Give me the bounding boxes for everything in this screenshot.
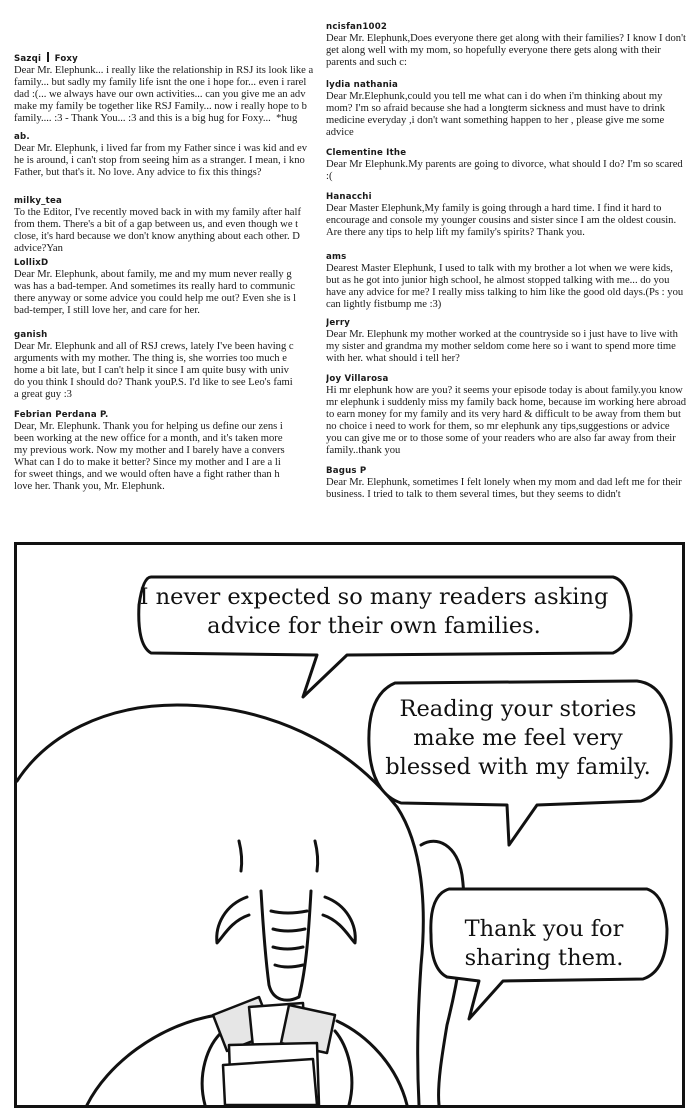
letter-item xyxy=(326,466,688,501)
letter-body: Dear Mr. Elephunk, sometimes I felt lonely when my mom and dad left me for their business. I tried to talk to them several times, but they seems to didn't xyxy=(326,477,685,500)
elephant-head-outline xyxy=(17,705,423,1105)
elephant-left-tusk xyxy=(217,897,249,943)
speech-bubble-3-text: Thank you for sharing them. xyxy=(464,916,624,971)
letter-item xyxy=(326,252,688,311)
letter-item xyxy=(326,374,688,457)
letter-author: ams xyxy=(326,252,347,262)
letter-item xyxy=(14,132,318,179)
letter-body: Dear Mr. Elephunk... i really like the relationship in RSJ its look like a family... but sadly my family life isnt the one i hope for... even i rarel dad :(... we always have our own activities... can you give me an adv make my family be together like RSJ Family... now i really hope to b family.... :3 - Thank You... :3 and this is a big hug for Foxy... *hug xyxy=(14,65,314,124)
letter-author: Hanacchi xyxy=(326,192,372,202)
letter-author: ganish xyxy=(14,330,48,340)
reader-letters-collage xyxy=(0,0,700,520)
letter-item xyxy=(14,330,318,401)
letter-body: Dearest Master Elephunk, I used to talk with my brother a lot when we were kids, but as he got into junior high school, he almost stopped talking with me... do you have any advice for me? I really miss talking to him like the good old days.(Ps : you can lightly fistbump me :3) xyxy=(326,263,686,310)
letter-author: Febrian Perdana P. xyxy=(14,410,109,420)
letter-body: Dear Mr. Elephunk, about family, me and my mum never really g was has a bad-temper. And sometimes its really hard to communic there anyway or some advice you could help me out? Even she is l bad-temper, I still love her, and care for her. xyxy=(14,269,297,316)
speech-bubble-1-text: I never expected so many readers asking advice for their own families. xyxy=(139,584,609,639)
letter-body: Dear Master Elephunk,My family is going through a hard time. I find it hard to encourage and console my younger cousins and sister since I am the oldest cousin. Are there any tips to help lift my family's spirits? Thank you. xyxy=(326,203,679,238)
elephant-right-tusk xyxy=(323,897,355,943)
author-separator xyxy=(47,52,49,62)
elephant-right-arm xyxy=(337,1021,407,1105)
elephant-right-eye xyxy=(315,841,318,871)
letter-body: Dear Mr. Elephunk my mother worked at the countryside so i just have to live with my sister and grandma my mother seldom come here so i want to spend more time with her. what should i tell her? xyxy=(326,329,681,364)
letter-author: Clementine Ithe xyxy=(326,148,407,158)
speech-bubble-2-text: Reading your stories make me feel very blessed with my family. xyxy=(385,696,651,780)
letters-stack xyxy=(213,997,335,1105)
letter-item xyxy=(14,258,318,317)
letter-author: Jerry xyxy=(326,318,351,328)
letter-body: Dear, Mr. Elephunk. Thank you for helping us define our zens i been working at the new office for a month, and it's taken more my previous work. Now my mother and I barely have a convers What can I do to make it better? Since my mother and I are a li for sweet things, and we would often have a fight rather than h love her. Thank you, Mr. Elephunk. xyxy=(14,421,285,492)
letter-author: Joy Villarosa xyxy=(326,374,389,384)
letters-column-right xyxy=(326,0,692,520)
letter-body: To the Editor, I've recently moved back in with my family after half from them. There's a bit of a gap between us, and even though we t close, it's hard because we don't know anything about each other. D advice?Yan xyxy=(14,207,301,254)
letter-author: milky_tea xyxy=(14,196,62,206)
letter-author: LollixD xyxy=(14,258,49,268)
elephant-left-hand xyxy=(202,1031,223,1105)
letter-author: lydia nathania xyxy=(326,80,399,90)
letter-item xyxy=(326,80,688,139)
letter-item xyxy=(14,196,318,255)
comic-panel xyxy=(14,542,685,1108)
letter-author: ab. xyxy=(14,132,30,142)
letter-body: Dear Mr Elephunk.My parents are going to divorce, what should I do? I'm so scared :( xyxy=(326,159,686,182)
letter-item xyxy=(326,148,688,183)
elephant-right-hand xyxy=(335,1031,352,1105)
letter-item xyxy=(14,410,318,493)
letter-body: Dear Mr. Elephunk,Does everyone there get along with their families? I know I don't get along well with my mom, so hopefully everyone there gets along with their parents and such c: xyxy=(326,33,689,68)
letter-body: Hi mr elephunk how are you? it seems your episode today is about family.you know mr elephunk i suddenly miss my family back home, because im working here abroad to earn money for my family and its very hard & difficult to be away from them but no choice i need to work for them, so mr elephunk any tips,suggestions or advice you can give me or to those some of your readers who are also far away from their family..thank you xyxy=(326,385,689,456)
letter-item xyxy=(326,318,688,365)
elephant-left-eye xyxy=(239,841,242,871)
letter-author: Bagus P xyxy=(326,466,367,476)
letter-item xyxy=(326,22,688,69)
letters-column-left xyxy=(14,0,318,520)
letter-author: Sazqi Foxy xyxy=(14,54,78,64)
letter-item xyxy=(326,192,688,239)
elephant-trunk xyxy=(261,891,311,1000)
elephant-left-arm xyxy=(87,1015,217,1105)
letter-item xyxy=(14,52,318,125)
letter-author: ncisfan1002 xyxy=(326,22,388,32)
letter-body: Dear Mr. Elephunk, i lived far from my Father since i was kid and ev he is around, i can't stop from seeing him as a stranger. I mean, i kno Father, but that's it. No love. Any advice to fix this things? xyxy=(14,143,308,178)
letter-body: Dear Mr.Elephunk,could you tell me what can i do when i'm thinking about my mom? I'm so afraid because she had a longterm sickness and must have to drink medicine everyday ,i don't want something happen to her , please give me some advice xyxy=(326,91,668,138)
letter-body: Dear Mr. Elephunk and all of RSJ crews, lately I've been having c arguments with my mother. The thing is, she worries too much e home a bit late, but I can't help it since I am quite busy with univ do you think I should do? Thank youP.S. I'd like to see Leo's fami a great guy :3 xyxy=(14,341,294,400)
